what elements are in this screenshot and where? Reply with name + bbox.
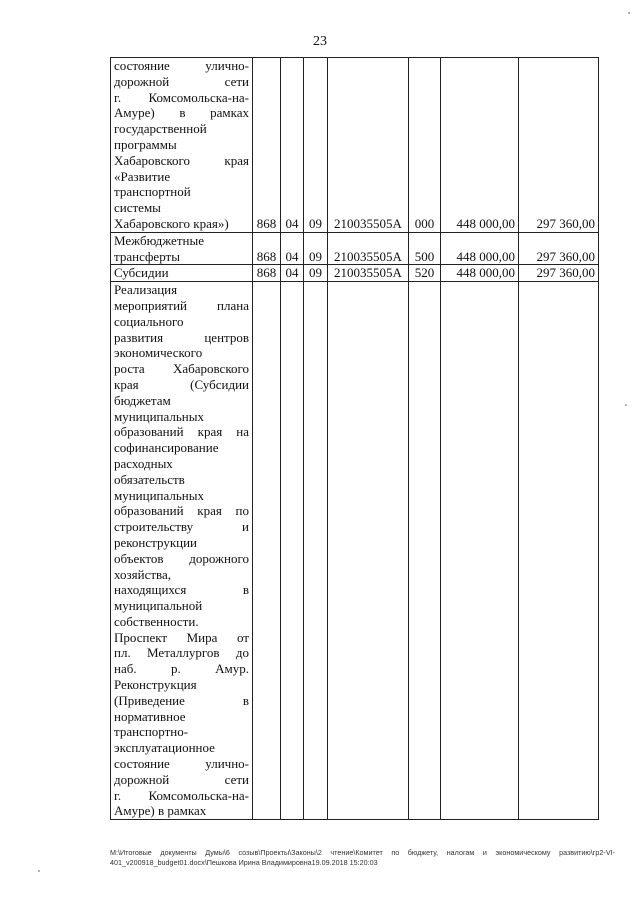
description-line: собственности. (114, 613, 199, 629)
cell-amount-year-1 (441, 282, 519, 820)
cell-section-code: 04 (281, 265, 304, 282)
description-line: транспортной (114, 184, 191, 200)
scan-speck (625, 404, 627, 406)
description-line: пл. Металлургов до (114, 645, 249, 661)
cell-target-article: 210035505А (328, 232, 409, 265)
description-line: муниципальных (114, 408, 205, 424)
description-line: мероприятий плана (114, 297, 249, 313)
description-line: находящихся в (114, 582, 249, 598)
document-footer (110, 848, 615, 868)
description-line: состояние улично- (114, 58, 249, 73)
description-line: (Приведение в (114, 692, 249, 708)
cell-target-article: 210035505А (328, 58, 409, 233)
description-line: социального (114, 313, 184, 329)
cell-subsection-code: 09 (304, 58, 328, 233)
cell-subsection-code: 09 (304, 265, 328, 282)
description-line: дорожной сети (114, 771, 249, 787)
cell-ministry-code (253, 282, 281, 820)
cell-description (111, 58, 253, 233)
cell-expense-type: 520 (409, 265, 441, 282)
cell-amount-year-2: 297 360,00 (519, 58, 599, 233)
table-row (111, 282, 599, 820)
description-line: муниципальной (114, 598, 203, 614)
table-body (111, 58, 599, 820)
description-line: дорожной сети (114, 73, 249, 89)
description-line: «Развитие (114, 168, 171, 184)
table-row (111, 58, 599, 233)
description-line: г. Комсомольска-на- (114, 787, 249, 803)
budget-table (110, 57, 599, 820)
cell-description (111, 232, 253, 265)
cell-ministry-code: 868 (253, 58, 281, 233)
description-line: Хабаровского края (114, 152, 249, 168)
footer-file-line: 401_v200918_budget01.docx\Пешкова Ирина Владимировна19.09.2018 15:20:03 (110, 858, 378, 867)
table-row (111, 232, 599, 265)
cell-amount-year-2: 297 360,00 (519, 265, 599, 282)
description-line: строительству и (114, 519, 249, 535)
description-line: экономического (114, 345, 203, 361)
description-line: бюджетам (114, 392, 171, 408)
cell-subsection-code (304, 282, 328, 820)
cell-section-code: 04 (281, 58, 304, 233)
cell-amount-year-1: 448 000,00 (441, 232, 519, 265)
description-line: образований края на (114, 424, 249, 440)
cell-ministry-code: 868 (253, 232, 281, 265)
cell-ministry-code: 868 (253, 265, 281, 282)
description-line: состояние улично- (114, 756, 249, 772)
cell-description (111, 265, 253, 282)
description-line: Межбюджетные (114, 232, 204, 248)
cell-expense-type: 500 (409, 232, 441, 265)
description-line: реконструкции (114, 534, 198, 550)
scan-speck (628, 12, 630, 14)
description-line: края (Субсидии (114, 376, 249, 392)
page-number: 23 (313, 34, 327, 49)
scan-speck (38, 870, 40, 872)
description-line: системы (114, 200, 161, 216)
cell-description (111, 282, 253, 820)
cell-amount-year-1: 448 000,00 (441, 58, 519, 233)
description-line: государственной (114, 121, 207, 137)
description-line: нормативное (114, 708, 186, 724)
description-line: образований края по (114, 503, 249, 519)
cell-target-article: 210035505А (328, 265, 409, 282)
description-line: трансферты (114, 248, 180, 264)
description-line: Амуре) в рамках (114, 105, 249, 121)
cell-amount-year-1: 448 000,00 (441, 265, 519, 282)
cell-amount-year-2: 297 360,00 (519, 232, 599, 265)
description-line: Реализация (114, 282, 178, 298)
description-line: муниципальных (114, 487, 205, 503)
cell-subsection-code: 09 (304, 232, 328, 265)
cell-amount-year-2 (519, 282, 599, 820)
description-line: Реконструкция (114, 677, 197, 693)
table-row (111, 265, 599, 282)
description-line: Амуре) в рамках (114, 803, 207, 819)
description-line: г. Комсомольска-на- (114, 89, 249, 105)
footer-path-line: М:\Итоговые документы Думы\6 созыв\Проекты\Законы\2 чтение\Комитет по бюджету, налогам и экономическому развитию\гр2-VI- (110, 848, 615, 857)
description-line: развития центров (114, 329, 249, 345)
description-line: объектов дорожного (114, 550, 249, 566)
description-line: роста Хабаровского (114, 361, 249, 377)
description-line: Субсидии (114, 265, 169, 281)
cell-target-article (328, 282, 409, 820)
description-line: Проспект Мира от (114, 629, 249, 645)
description-line: наб. р. Амур. (114, 661, 249, 677)
description-line: расходных (114, 455, 173, 471)
cell-expense-type (409, 282, 441, 820)
description-line: хозяйства, (114, 566, 172, 582)
description-line: эксплуатационное (114, 740, 215, 756)
description-line: Хабаровского края») (114, 215, 229, 231)
description-line: программы (114, 136, 177, 152)
description-line: софинансирование (114, 440, 219, 456)
description-line: обязательств (114, 471, 185, 487)
cell-section-code (281, 282, 304, 820)
cell-section-code: 04 (281, 232, 304, 265)
description-line: транспортно- (114, 724, 189, 740)
cell-expense-type: 000 (409, 58, 441, 233)
